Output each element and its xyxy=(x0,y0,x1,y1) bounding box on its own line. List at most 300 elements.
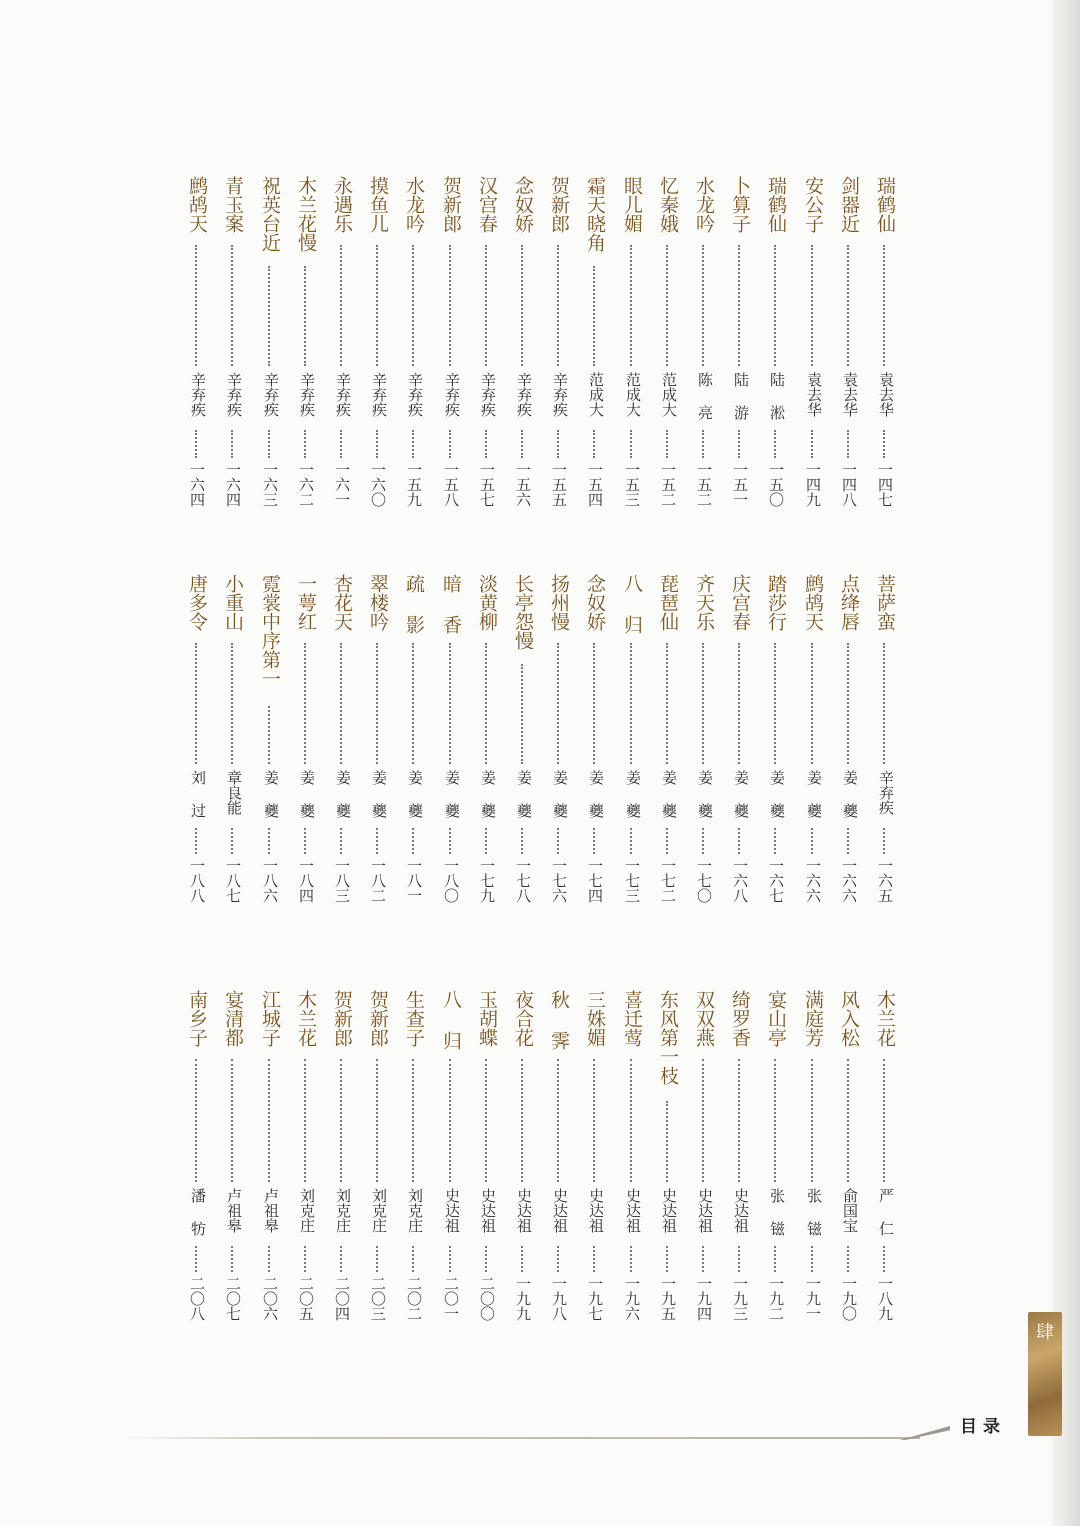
toc-leader xyxy=(666,828,668,854)
toc-page-number: 一九七 xyxy=(586,1276,604,1321)
toc-leader xyxy=(521,430,523,458)
toc-author: 范成大 xyxy=(660,372,678,417)
toc-title: 南乡子 xyxy=(186,990,208,1047)
toc-leader xyxy=(304,1246,306,1272)
toc-leader xyxy=(630,1246,632,1272)
toc-page-number: 一六五 xyxy=(876,858,894,903)
toc-leader xyxy=(883,1059,885,1182)
toc-leader xyxy=(630,643,632,764)
toc-leader xyxy=(557,245,559,366)
toc-leader xyxy=(811,828,813,854)
toc-author: 袁去华 xyxy=(805,372,823,417)
toc-leader xyxy=(593,266,595,366)
toc-leader xyxy=(195,828,197,854)
toc-title: 水龙吟 xyxy=(403,176,425,233)
toc-leader xyxy=(883,245,885,366)
toc-page-number: 一五二 xyxy=(695,462,713,507)
toc-title: 摸鱼儿 xyxy=(367,176,389,233)
toc-page-number: 一六八 xyxy=(731,858,749,903)
toc-title: 暗 香 xyxy=(440,574,462,634)
toc-page-number: 一五三 xyxy=(623,462,641,507)
toc-author: 姜 夔 xyxy=(587,770,605,818)
toc-leader xyxy=(593,1246,595,1272)
toc-author: 姜 夔 xyxy=(551,770,569,818)
toc-page-number: 一五九 xyxy=(405,462,423,507)
toc-page-number: 一五七 xyxy=(478,462,496,507)
toc-leader xyxy=(231,430,233,458)
toc-title: 绮罗香 xyxy=(729,990,751,1047)
toc-leader xyxy=(738,245,740,366)
toc-page-number: 一九六 xyxy=(623,1276,641,1321)
toc-leader xyxy=(847,828,849,854)
toc-title: 双双燕 xyxy=(693,990,715,1047)
toc-leader xyxy=(630,1059,632,1182)
toc-leader xyxy=(412,1246,414,1272)
toc-leader xyxy=(304,266,306,366)
page-edge xyxy=(1052,0,1080,1526)
toc-title: 霓裳中序第一 xyxy=(259,574,281,688)
toc-page-number: 一八七 xyxy=(224,858,242,903)
toc-page-number: 一六二 xyxy=(297,462,315,507)
toc-leader xyxy=(376,1246,378,1272)
toc-leader xyxy=(702,1059,704,1182)
toc-author: 辛弃疾 xyxy=(334,372,352,417)
toc-leader xyxy=(195,643,197,764)
toc-page-number: 一六〇 xyxy=(369,462,387,507)
toc-author: 姜 夔 xyxy=(732,770,750,818)
toc-leader xyxy=(485,643,487,764)
toc-leader xyxy=(195,430,197,458)
toc-leader xyxy=(412,1059,414,1182)
toc-leader xyxy=(485,1246,487,1272)
toc-author: 章良能 xyxy=(225,770,243,815)
toc-leader xyxy=(195,1246,197,1272)
toc-page-number: 二〇六 xyxy=(261,1276,279,1321)
toc-page-number: 一五二 xyxy=(659,462,677,507)
toc-author: 姜 夔 xyxy=(262,770,280,818)
toc-leader xyxy=(195,1059,197,1182)
footer-rule xyxy=(110,1437,920,1439)
toc-title: 喜迁莺 xyxy=(621,990,643,1047)
toc-page-number: 一九九 xyxy=(514,1276,532,1321)
toc-author: 刘 过 xyxy=(189,770,207,818)
toc-leader xyxy=(738,1246,740,1272)
toc-title: 宴山亭 xyxy=(765,990,787,1047)
toc-leader xyxy=(412,828,414,854)
toc-leader xyxy=(268,430,270,458)
toc-leader xyxy=(774,430,776,458)
toc-leader xyxy=(268,1246,270,1272)
toc-title: 念奴娇 xyxy=(584,574,606,631)
toc-title: 夜合花 xyxy=(512,990,534,1047)
toc-page-number: 一四七 xyxy=(876,462,894,507)
toc-title: 生查子 xyxy=(403,990,425,1047)
toc-title: 水龙吟 xyxy=(693,176,715,233)
toc-leader xyxy=(702,828,704,854)
toc-author: 姜 夔 xyxy=(515,770,533,818)
toc-page-number: 二〇八 xyxy=(188,1276,206,1321)
toc-author: 姜 夔 xyxy=(805,770,823,818)
toc-leader xyxy=(231,245,233,366)
toc-author: 辛弃疾 xyxy=(479,372,497,417)
toc-title: 疏 影 xyxy=(403,574,425,634)
toc-leader xyxy=(449,1059,451,1182)
toc-title: 瑞鹤仙 xyxy=(874,176,896,233)
toc-author: 袁去华 xyxy=(841,372,859,417)
toc-author: 辛弃疾 xyxy=(298,372,316,417)
toc-leader xyxy=(666,1101,668,1182)
toc-title: 秋 霁 xyxy=(548,990,570,1050)
toc-author: 辛弃疾 xyxy=(370,372,388,417)
toc-page-number: 一八八 xyxy=(188,858,206,903)
toc-leader xyxy=(847,1246,849,1272)
toc-author: 陆 游 xyxy=(732,372,750,420)
toc-author: 史达祖 xyxy=(515,1188,533,1233)
toc-page-number: 一九四 xyxy=(695,1276,713,1321)
toc-leader xyxy=(485,828,487,854)
toc-title: 永遇乐 xyxy=(331,176,353,233)
toc-page-number: 一九八 xyxy=(550,1276,568,1321)
toc-author: 史达祖 xyxy=(551,1188,569,1233)
toc-title: 鹧鸪天 xyxy=(802,574,824,631)
toc-leader xyxy=(811,1246,813,1272)
toc-leader xyxy=(376,430,378,458)
toc-page-number: 一八一 xyxy=(405,858,423,903)
toc-author: 姜 夔 xyxy=(624,770,642,818)
toc-page-number: 一九一 xyxy=(804,1276,822,1321)
toc-author: 刘克庄 xyxy=(370,1188,388,1233)
toc-page-number: 一六七 xyxy=(767,858,785,903)
toc-leader xyxy=(485,245,487,366)
toc-page-number: 一五四 xyxy=(586,462,604,507)
toc-leader xyxy=(557,1059,559,1182)
toc-page-number: 一七二 xyxy=(659,858,677,903)
toc-leader xyxy=(847,430,849,458)
toc-leader xyxy=(485,1059,487,1182)
footer-flourish xyxy=(900,1426,950,1440)
toc-leader xyxy=(883,643,885,764)
toc-leader xyxy=(811,245,813,366)
toc-title: 贺新郎 xyxy=(367,990,389,1047)
toc-page-number: 二〇四 xyxy=(333,1276,351,1321)
toc-title: 风入松 xyxy=(838,990,860,1047)
toc-author: 严 仁 xyxy=(877,1188,895,1236)
toc-author: 辛弃疾 xyxy=(877,770,895,815)
toc-title: 菩萨蛮 xyxy=(874,574,896,631)
toc-leader xyxy=(738,643,740,764)
toc-title: 玉胡蝶 xyxy=(476,990,498,1047)
toc-page-number: 二〇一 xyxy=(442,1276,460,1321)
toc-page-number: 一五一 xyxy=(731,462,749,507)
toc-author: 姜 夔 xyxy=(298,770,316,818)
toc-leader xyxy=(630,828,632,854)
toc-title: 祝英台近 xyxy=(259,176,281,252)
toc-author: 姜 夔 xyxy=(768,770,786,818)
toc-author: 张 镃 xyxy=(768,1188,786,1236)
toc-leader xyxy=(666,245,668,366)
toc-page-number: 一九二 xyxy=(767,1276,785,1321)
toc-title: 安公子 xyxy=(802,176,824,233)
toc-page-number: 一六四 xyxy=(188,462,206,507)
toc-page-number: 一五〇 xyxy=(767,462,785,507)
toc-leader xyxy=(268,1059,270,1182)
toc-leader xyxy=(304,430,306,458)
toc-leader xyxy=(702,430,704,458)
toc-leader xyxy=(412,245,414,366)
toc-author: 潘 牥 xyxy=(189,1188,207,1236)
toc-title: 东风第一枝 xyxy=(657,990,679,1085)
toc-leader xyxy=(738,828,740,854)
toc-leader xyxy=(268,266,270,366)
toc-author: 袁去华 xyxy=(877,372,895,417)
toc-leader xyxy=(666,1246,668,1272)
toc-author: 史达祖 xyxy=(479,1188,497,1233)
toc-author: 姜 夔 xyxy=(696,770,714,818)
toc-leader xyxy=(340,245,342,366)
toc-author: 辛弃疾 xyxy=(262,372,280,417)
toc-page-number: 一五六 xyxy=(514,462,532,507)
toc-page-number: 一七九 xyxy=(478,858,496,903)
toc-leader xyxy=(340,643,342,764)
toc-page-number: 一六六 xyxy=(840,858,858,903)
toc-title: 庆宫春 xyxy=(729,574,751,631)
toc-title: 点绛唇 xyxy=(838,574,860,631)
toc-leader xyxy=(738,1059,740,1182)
toc-title: 唐多令 xyxy=(186,574,208,631)
toc-page-number: 一七四 xyxy=(586,858,604,903)
toc-leader xyxy=(521,828,523,854)
toc-page-number: 一八四 xyxy=(297,858,315,903)
toc-leader xyxy=(376,643,378,764)
toc-title: 宴清都 xyxy=(222,990,244,1047)
toc-page-number: 二〇二 xyxy=(405,1276,423,1321)
side-tab-label: 肆 xyxy=(1036,1322,1054,1343)
toc-author: 刘克庄 xyxy=(406,1188,424,1233)
toc-leader xyxy=(521,664,523,764)
toc-page-number: 一九〇 xyxy=(840,1276,858,1321)
toc-leader xyxy=(738,430,740,458)
toc-leader xyxy=(376,245,378,366)
toc-title: 瑞鹤仙 xyxy=(765,176,787,233)
toc-title: 木兰花 xyxy=(874,990,896,1047)
toc-leader xyxy=(340,430,342,458)
toc-leader xyxy=(195,245,197,366)
toc-leader xyxy=(883,430,885,458)
toc-title: 八 归 xyxy=(440,990,462,1050)
toc-page-number: 一六四 xyxy=(224,462,242,507)
toc-author: 姜 夔 xyxy=(406,770,424,818)
toc-author: 刘克庄 xyxy=(298,1188,316,1233)
toc-leader xyxy=(774,1246,776,1272)
toc-leader xyxy=(340,828,342,854)
toc-leader xyxy=(268,828,270,854)
toc-page-number: 二〇三 xyxy=(369,1276,387,1321)
toc-title: 剑器近 xyxy=(838,176,860,233)
toc-title: 齐天乐 xyxy=(693,574,715,631)
toc-page-number: 一四八 xyxy=(840,462,858,507)
toc-title: 八 归 xyxy=(621,574,643,634)
toc-title: 扬州慢 xyxy=(548,574,570,631)
toc-leader xyxy=(702,245,704,366)
toc-leader xyxy=(340,1059,342,1182)
toc-author: 史达祖 xyxy=(696,1188,714,1233)
toc-leader xyxy=(883,1246,885,1272)
toc-page-number: 一八二 xyxy=(369,858,387,903)
toc-page-number: 一五五 xyxy=(550,462,568,507)
toc-leader xyxy=(449,1246,451,1272)
toc-title: 卜算子 xyxy=(729,176,751,233)
toc-author: 史达祖 xyxy=(660,1188,678,1233)
toc-leader xyxy=(847,643,849,764)
toc-author: 史达祖 xyxy=(732,1188,750,1233)
toc-title: 木兰花 xyxy=(295,990,317,1047)
toc-page-number: 一八六 xyxy=(261,858,279,903)
toc-page-number: 一五八 xyxy=(442,462,460,507)
toc-page-number: 一八九 xyxy=(876,1276,894,1321)
toc-leader xyxy=(774,1059,776,1182)
toc-title: 贺新郎 xyxy=(331,990,353,1047)
toc-leader xyxy=(630,430,632,458)
toc-page-number: 一七三 xyxy=(623,858,641,903)
toc-leader xyxy=(811,430,813,458)
toc-title: 踏莎行 xyxy=(765,574,787,631)
toc-leader xyxy=(702,643,704,764)
toc-page-number: 二〇〇 xyxy=(478,1276,496,1321)
toc-leader xyxy=(593,828,595,854)
toc-title: 忆秦娥 xyxy=(657,176,679,233)
toc-author: 姜 夔 xyxy=(841,770,859,818)
toc-title: 淡黄柳 xyxy=(476,574,498,631)
toc-leader xyxy=(811,643,813,764)
toc-author: 辛弃疾 xyxy=(406,372,424,417)
toc-page-number: 二〇七 xyxy=(224,1276,242,1321)
toc-title: 三姝媚 xyxy=(584,990,606,1047)
toc-author: 姜 夔 xyxy=(443,770,461,818)
toc-page-number: 一七〇 xyxy=(695,858,713,903)
toc-author: 刘克庄 xyxy=(334,1188,352,1233)
toc-author: 俞国宝 xyxy=(841,1188,859,1233)
toc-title: 贺新郎 xyxy=(440,176,462,233)
toc-leader xyxy=(521,245,523,366)
toc-leader xyxy=(557,828,559,854)
toc-title: 琵琶仙 xyxy=(657,574,679,631)
toc-title: 汉宫春 xyxy=(476,176,498,233)
toc-leader xyxy=(231,643,233,764)
toc-author: 卢祖皋 xyxy=(262,1188,280,1233)
toc-title: 杏花天 xyxy=(331,574,353,631)
toc-page-number: 一六三 xyxy=(261,462,279,507)
toc-title: 满庭芳 xyxy=(802,990,824,1047)
toc-leader xyxy=(304,643,306,764)
toc-leader xyxy=(666,643,668,764)
toc-leader xyxy=(557,1246,559,1272)
toc-leader xyxy=(412,643,414,764)
toc-author: 辛弃疾 xyxy=(515,372,533,417)
toc-leader xyxy=(557,643,559,764)
toc-page-number: 一四九 xyxy=(804,462,822,507)
toc-leader xyxy=(774,828,776,854)
toc-page-number: 一六一 xyxy=(333,462,351,507)
toc-title: 青玉案 xyxy=(222,176,244,233)
toc-author: 辛弃疾 xyxy=(443,372,461,417)
toc-leader xyxy=(268,706,270,764)
toc-leader xyxy=(666,430,668,458)
toc-leader xyxy=(304,828,306,854)
toc-leader xyxy=(774,643,776,764)
toc-leader xyxy=(847,245,849,366)
toc-page-number: 一七八 xyxy=(514,858,532,903)
toc-title: 翠楼吟 xyxy=(367,574,389,631)
toc-page-number: 一九三 xyxy=(731,1276,749,1321)
toc-leader xyxy=(449,430,451,458)
toc-author: 陈 亮 xyxy=(696,372,714,420)
toc-author: 范成大 xyxy=(587,372,605,417)
toc-leader xyxy=(412,430,414,458)
toc-title: 木兰花慢 xyxy=(295,176,317,252)
toc-leader xyxy=(593,1059,595,1182)
toc-leader xyxy=(593,643,595,764)
toc-title: 长亭怨慢 xyxy=(512,574,534,650)
toc-title: 江城子 xyxy=(259,990,281,1047)
toc-leader xyxy=(449,828,451,854)
toc-leader xyxy=(231,1059,233,1182)
toc-page-number: 一九五 xyxy=(659,1276,677,1321)
toc-author: 姜 夔 xyxy=(370,770,388,818)
toc-title: 贺新郎 xyxy=(548,176,570,233)
toc-leader xyxy=(449,643,451,764)
toc-author: 范成大 xyxy=(624,372,642,417)
toc-page-number: 一六六 xyxy=(804,858,822,903)
toc-author: 陆 淞 xyxy=(768,372,786,420)
toc-leader xyxy=(231,828,233,854)
toc-author: 姜 夔 xyxy=(660,770,678,818)
toc-title: 眼儿媚 xyxy=(621,176,643,233)
toc-author: 辛弃疾 xyxy=(551,372,569,417)
toc-author: 姜 夔 xyxy=(479,770,497,818)
toc-leader xyxy=(521,1246,523,1272)
toc-leader xyxy=(376,1059,378,1182)
toc-page-number: 一八〇 xyxy=(442,858,460,903)
toc-leader xyxy=(376,828,378,854)
toc-leader xyxy=(630,245,632,366)
toc-leader xyxy=(702,1246,704,1272)
toc-page-number: 一七六 xyxy=(550,858,568,903)
toc-page-number: 一八三 xyxy=(333,858,351,903)
toc-author: 辛弃疾 xyxy=(189,372,207,417)
toc-author: 辛弃疾 xyxy=(225,372,243,417)
toc-author: 史达祖 xyxy=(624,1188,642,1233)
toc-leader xyxy=(231,1246,233,1272)
toc-title: 念奴娇 xyxy=(512,176,534,233)
toc-leader xyxy=(883,828,885,854)
toc-author: 史达祖 xyxy=(587,1188,605,1233)
toc-title: 鹧鸪天 xyxy=(186,176,208,233)
toc-title: 小重山 xyxy=(222,574,244,631)
toc-leader xyxy=(774,245,776,366)
toc-page-number: 二〇五 xyxy=(297,1276,315,1321)
toc-leader xyxy=(485,430,487,458)
toc-leader xyxy=(593,430,595,458)
toc-leader xyxy=(304,1059,306,1182)
toc-leader xyxy=(521,1059,523,1182)
toc-title: 霜天晓角 xyxy=(584,176,606,252)
toc-leader xyxy=(847,1059,849,1182)
toc-author: 姜 夔 xyxy=(334,770,352,818)
toc-author: 张 镃 xyxy=(805,1188,823,1236)
toc-leader xyxy=(340,1246,342,1272)
toc-leader xyxy=(557,430,559,458)
footer-label: 目录 xyxy=(960,1417,1006,1437)
